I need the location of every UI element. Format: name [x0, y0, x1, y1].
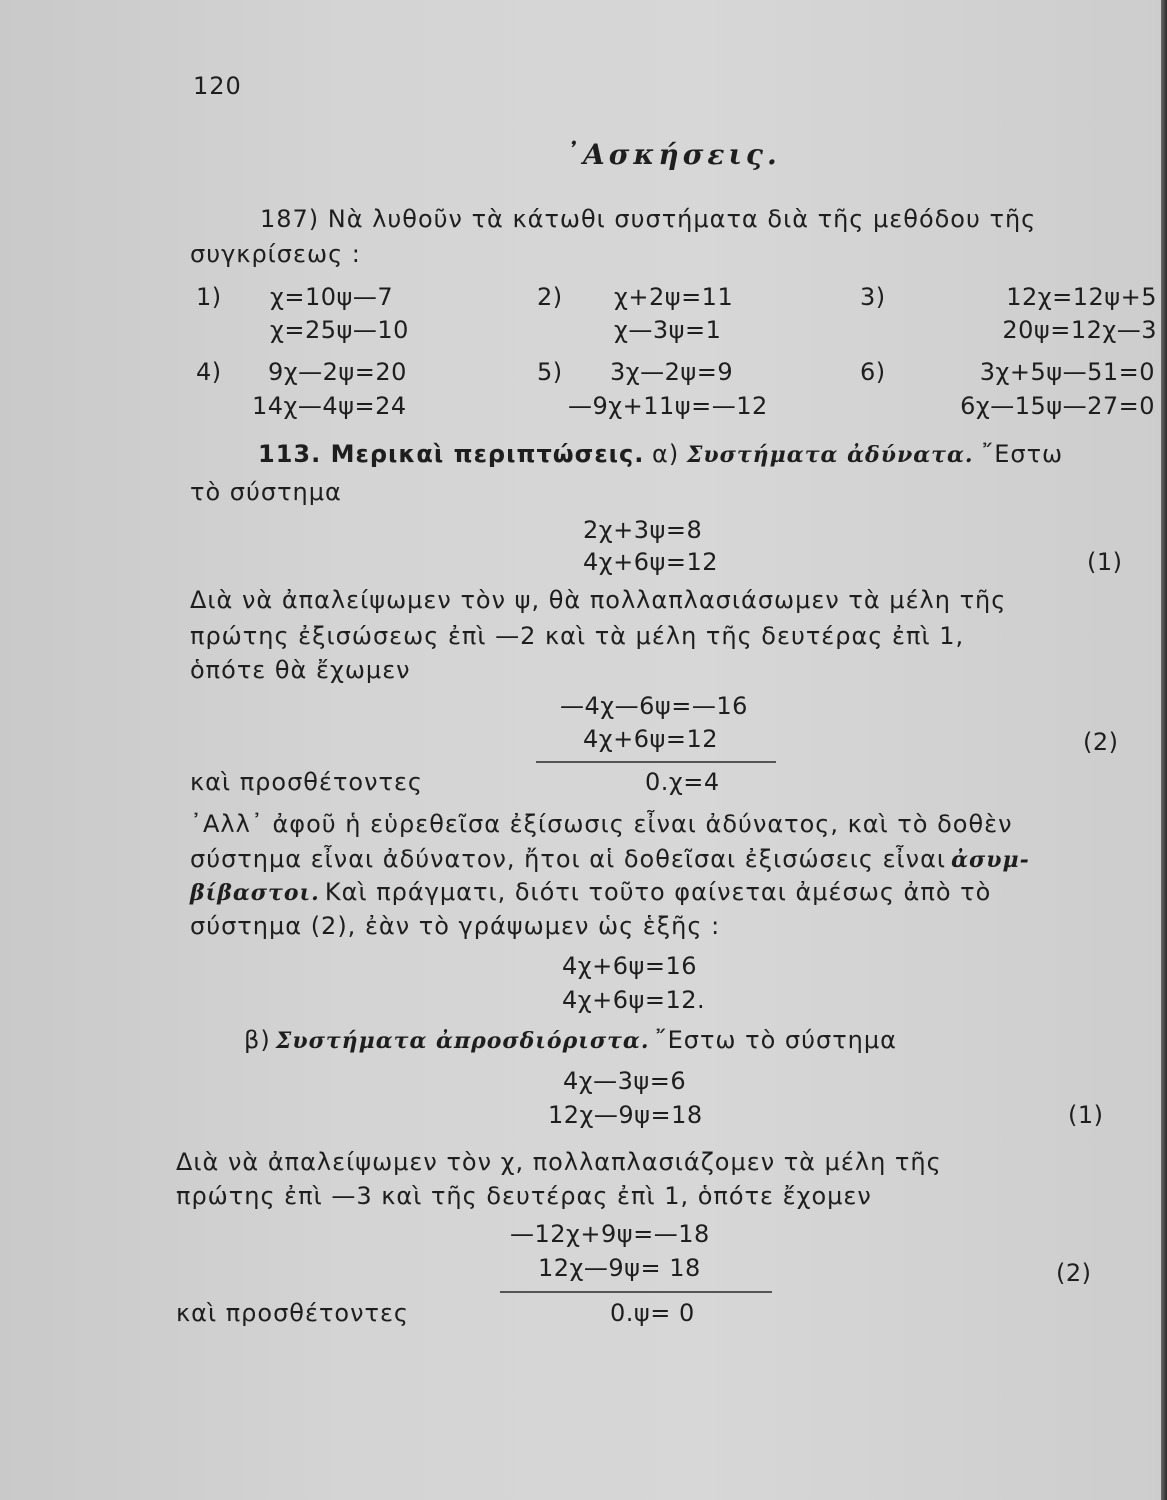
section-113-line1: [258, 440, 1063, 468]
case-b-sys2-eq2: 12χ—9ψ= 18: [538, 1254, 701, 1282]
exercise-intro-line2: συγκρίσεως :: [190, 240, 361, 268]
case-b-sys1-eq2: 12χ—9ψ=18: [548, 1101, 703, 1129]
system-2-eq1: χ+2ψ=11: [614, 283, 734, 311]
case-a-sys3-eq2: 4χ+6ψ=12.: [562, 986, 706, 1014]
case-a-para2-line1: ᾿Αλλ᾿ ἀφοῦ ἡ εὑρεθεῖσα ἐξίσωσις εἶναι ἀδύνατος, καὶ τὸ δοθὲν: [190, 810, 1013, 838]
case-a-sum-label: καὶ προσθέτοντες: [190, 768, 423, 796]
case-a-sys1-tag: (1): [1087, 548, 1123, 576]
system-4-eq1: 9χ—2ψ=20: [268, 358, 407, 386]
system-1-label: 1): [196, 283, 222, 311]
case-b-sys2-eq1: —12χ+9ψ=—18: [510, 1220, 710, 1248]
case-b-intro-end: ῎Εστω τὸ σύστημα: [654, 1026, 897, 1054]
case-b-heading-line: [244, 1026, 897, 1054]
system-1-eq1: χ=10ψ—7: [270, 283, 394, 311]
case-a-para2-line3b: Καὶ πράγματι, διότι τοῦτο φαίνεται ἀμέσως ἀπὸ τὸ: [324, 878, 992, 906]
system-4-label: 4): [196, 358, 222, 386]
case-a-sum: 0.χ=4: [645, 768, 720, 796]
system-6-label: 6): [860, 358, 886, 386]
case-a-para1-line1: Διὰ νὰ ἀπαλείψωμεν τὸν ψ, θὰ πολλαπλασιάσωμεν τὰ μέλη τῆς: [190, 586, 1007, 614]
system-3-eq1: 12χ=12ψ+5: [1006, 283, 1157, 311]
case-b-sum-rule: [500, 1291, 772, 1293]
system-5-eq2: —9χ+11ψ=—12: [568, 392, 768, 420]
case-a-sys2-eq1: —4χ—6ψ=—16: [560, 692, 748, 720]
system-1-eq2: χ=25ψ—10: [270, 316, 409, 344]
exercise-intro-line1: 187) Νὰ λυθοῦν τὰ κάτωθι συστήματα διὰ τῆς μεθόδου τῆς: [260, 205, 1037, 233]
system-5-label: 5): [537, 358, 563, 386]
case-a-sys2-eq2: 4χ+6ψ=12: [583, 725, 718, 753]
system-6-eq1: 3χ+5ψ—51=0: [979, 358, 1155, 386]
system-2-eq2: χ—3ψ=1: [614, 316, 722, 344]
case-a-para2-line2a: σύστημα εἶναι ἀδύνατον, ἤτοι αἱ δοθεῖσαι ἐξισώσεις εἶναι: [190, 845, 947, 873]
case-a-para2-line3: [190, 878, 991, 906]
case-a-sys2-tag: (2): [1083, 728, 1119, 756]
system-6-eq2: 6χ—15ψ—27=0: [960, 392, 1155, 420]
case-b-label: β): [244, 1026, 271, 1054]
case-a-sys1-eq2: 4χ+6ψ=12: [583, 548, 718, 576]
system-3-label: 3): [860, 283, 886, 311]
case-a-para1-line2: πρώτης ἐξισώσεως ἐπὶ —2 καὶ τὰ μέλη τῆς δευτέρας ἐπὶ 1,: [190, 622, 965, 650]
case-a-sum-rule: [536, 761, 776, 763]
case-a-para2-incompatible-1: ἀσυμ-: [951, 847, 1030, 873]
case-b-sum: 0.ψ= 0: [610, 1299, 695, 1327]
case-b-sys1-eq1: 4χ—3ψ=6: [563, 1067, 687, 1095]
case-a-title: Συστήματα ἀδύνατα.: [686, 442, 974, 468]
case-a-intro-line2: τὸ σύστημα: [190, 478, 342, 506]
case-a-para1-line3: ὁπότε θὰ ἔχωμεν: [190, 656, 411, 684]
case-a-intro-end: ῎Εστω: [981, 440, 1064, 468]
section-title: 113. Μερικαὶ περιπτώσεις.: [258, 440, 645, 468]
case-b-sum-label: καὶ προσθέτοντες: [176, 1299, 409, 1327]
case-a-sys1-eq1: 2χ+3ψ=8: [583, 516, 703, 544]
system-2-label: 2): [537, 283, 563, 311]
case-b-sys2-tag: (2): [1056, 1259, 1092, 1287]
case-b-para1-line1: Διὰ νὰ ἀπαλείψωμεν τὸν χ, πολλαπλασιάζομεν τὰ μέλη τῆς: [176, 1148, 942, 1176]
case-a-label: α): [652, 440, 680, 468]
case-a-para2-line4: σύστημα (2), ἐὰν τὸ γράψωμεν ὡς ἑξῆς :: [190, 912, 721, 940]
page-number: 120: [193, 72, 242, 100]
system-4-eq2: 14χ—4ψ=24: [252, 392, 407, 420]
system-3-eq2: 20ψ=12χ—3: [1002, 316, 1157, 344]
case-a-para2-line2: [190, 845, 1030, 873]
exercises-heading: ᾿Ασκήσεις.: [565, 138, 781, 171]
system-5-eq1: 3χ—2ψ=9: [610, 358, 734, 386]
case-b-sys1-tag: (1): [1068, 1101, 1104, 1129]
case-a-sys3-eq1: 4χ+6ψ=16: [562, 952, 697, 980]
case-b-para1-line2: πρώτης ἐπὶ —3 καὶ τῆς δευτέρας ἐπὶ 1, ὁπότε ἔχομεν: [176, 1182, 872, 1210]
case-b-title: Συστήματα ἀπροσδιόριστα.: [275, 1028, 650, 1054]
page-edge-shadow: [1161, 0, 1167, 1500]
case-a-para2-incompatible-2: βίβαστοι.: [190, 880, 320, 906]
